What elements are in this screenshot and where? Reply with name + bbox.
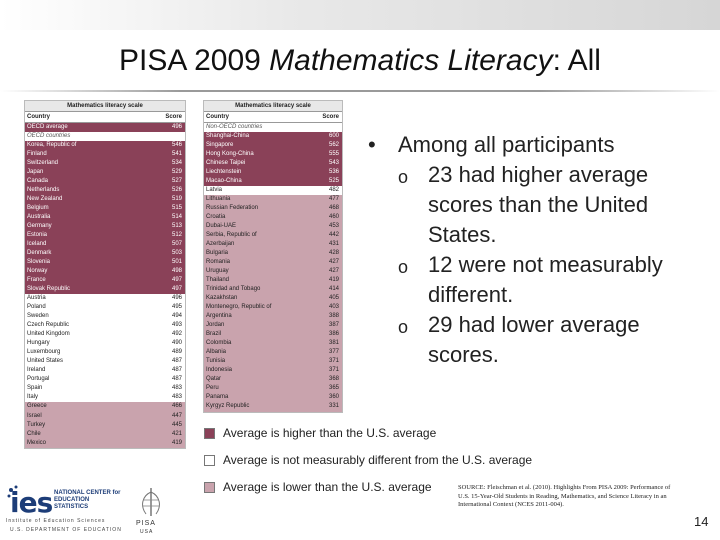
row-score: 600 — [328, 133, 339, 140]
row-country: Hong Kong-China — [206, 151, 254, 158]
table-row — [204, 321, 342, 330]
row-country: Slovenia — [27, 259, 51, 266]
row-score: 503 — [171, 250, 182, 257]
row-country: Mexico — [27, 439, 47, 446]
row-score: 541 — [171, 151, 182, 158]
circle-bullet-icon: o — [398, 257, 409, 277]
sub-bullet-text: 23 had higher average scores than the United States. — [428, 162, 649, 247]
pisa-emblem-icon — [134, 486, 168, 520]
row-score: 431 — [328, 241, 339, 248]
row-score: 477 — [328, 196, 339, 203]
row-country: Sweden — [27, 313, 49, 320]
row-country: Japan — [27, 169, 44, 176]
row-score: 331 — [328, 403, 339, 410]
row-score: 447 — [171, 412, 182, 419]
table-row — [204, 231, 342, 240]
row-score: 534 — [171, 160, 182, 167]
table-row — [204, 249, 342, 258]
row-country: Netherlands — [27, 187, 60, 194]
bullet-main — [364, 130, 684, 160]
row-score: 466 — [171, 403, 182, 410]
circle-bullet-icon: o — [398, 317, 409, 337]
table-row — [204, 213, 342, 222]
row-country: United Kingdom — [27, 331, 70, 338]
row-country: United States — [27, 358, 64, 365]
row-country: Peru — [206, 385, 219, 392]
table-header — [25, 112, 185, 123]
row-country: Ireland — [27, 367, 46, 374]
table-row — [204, 267, 342, 276]
row-country: Indonesia — [206, 367, 233, 374]
table-row — [25, 141, 185, 150]
legend-swatch-lower — [204, 482, 215, 493]
row-score: 377 — [328, 349, 339, 356]
table-row — [204, 240, 342, 249]
table-row — [25, 258, 185, 267]
row-country: Liechtenstein — [206, 169, 242, 176]
table-row — [25, 249, 185, 258]
legend-swatch-notdiff — [204, 455, 215, 466]
row-score: 496 — [171, 124, 182, 130]
pisa-usa: USA — [140, 529, 154, 535]
table-row — [25, 195, 185, 204]
row-score: 368 — [328, 376, 339, 383]
table-row — [204, 276, 342, 285]
row-score — [160, 132, 185, 141]
row-country: Qatar — [206, 376, 222, 383]
row-score: 386 — [328, 331, 339, 338]
table-row — [25, 412, 185, 421]
row-score: 487 — [171, 358, 182, 365]
row-score: 498 — [171, 268, 182, 275]
row-country: Israel — [27, 412, 42, 419]
table-row — [25, 150, 185, 159]
table-row — [25, 321, 185, 330]
legend-label-higher: Average is higher than the U.S. average — [223, 426, 437, 440]
row-country: Kyrgyz Republic — [206, 403, 250, 410]
row-score: 414 — [328, 286, 339, 293]
row-score: 513 — [171, 223, 182, 230]
row-score: 529 — [171, 169, 182, 176]
table-row — [25, 177, 185, 186]
table-row — [25, 240, 185, 249]
header-score: Score — [165, 114, 182, 120]
oecd-score-table — [24, 100, 186, 449]
row-score: 388 — [328, 313, 339, 320]
table-rows — [204, 123, 342, 412]
row-score: 489 — [171, 349, 182, 356]
row-country: Korea, Republic of — [27, 142, 77, 149]
table-row — [204, 384, 342, 393]
table-row — [25, 186, 185, 195]
row-score: 487 — [171, 376, 182, 383]
row-country: Germany — [27, 223, 52, 230]
ies-logo — [6, 484, 124, 534]
row-score: 483 — [171, 385, 182, 392]
table-row — [204, 222, 342, 231]
title-italic: Mathematics Literacy — [269, 44, 553, 77]
table-row — [204, 339, 342, 348]
row-country: Dubai-UAE — [206, 223, 237, 230]
row-score: 365 — [328, 385, 339, 392]
table-row — [204, 348, 342, 357]
table-row — [204, 402, 342, 411]
row-score: 497 — [171, 286, 182, 293]
table-row — [204, 393, 342, 402]
legend-label-notdiff: Average is not measurably different from the U.S. average — [223, 453, 533, 467]
row-score: 419 — [171, 439, 182, 446]
row-country: Macao-China — [206, 178, 242, 185]
table-row — [25, 402, 185, 411]
row-score: 427 — [328, 259, 339, 266]
pisa-logo — [134, 486, 168, 536]
table-row — [204, 312, 342, 321]
row-score: 421 — [171, 430, 182, 437]
slide-title — [0, 44, 720, 78]
row-country: Thailand — [206, 277, 230, 284]
row-score: 405 — [328, 295, 339, 302]
row-score: 381 — [328, 340, 339, 347]
row-country: Estonia — [27, 232, 48, 239]
table-row — [204, 285, 342, 294]
table-row — [25, 366, 185, 375]
row-country: Uruguay — [206, 268, 229, 275]
row-country: Czech Republic — [27, 322, 70, 329]
row-score: 555 — [328, 151, 339, 158]
row-country: Finland — [27, 151, 47, 158]
row-score: 527 — [171, 178, 182, 185]
row-country: Serbia, Republic of — [206, 232, 257, 239]
legend-label-lower: Average is lower than the U.S. average — [223, 480, 432, 494]
table-row — [204, 195, 342, 204]
page-number: 14 — [694, 514, 709, 529]
table-row — [25, 222, 185, 231]
table-row — [25, 339, 185, 348]
row-score: 387 — [328, 322, 339, 329]
row-score: 493 — [171, 322, 182, 329]
header-country: Country — [206, 114, 229, 120]
row-score: 371 — [328, 358, 339, 365]
row-score: 519 — [171, 196, 182, 203]
table-row — [25, 267, 185, 276]
table-row — [25, 123, 185, 132]
row-country: Slovak Republic — [27, 286, 71, 293]
table-row — [204, 150, 342, 159]
ies-nces-line1: NATIONAL CENTER for — [54, 490, 121, 496]
row-score: 495 — [171, 304, 182, 311]
table-row — [25, 430, 185, 439]
row-country: Brazil — [206, 331, 222, 338]
table-row — [25, 204, 185, 213]
table-header — [204, 112, 342, 123]
sub-bullet — [398, 310, 684, 370]
row-score: 360 — [328, 394, 339, 401]
row-score: 442 — [328, 232, 339, 239]
row-score: 512 — [171, 232, 182, 239]
legend-swatch-higher — [204, 428, 215, 439]
row-country: Singapore — [206, 142, 234, 149]
row-country: Denmark — [27, 250, 52, 257]
table-row — [25, 393, 185, 402]
row-score: 562 — [328, 142, 339, 149]
top-decorative-bar — [0, 0, 720, 30]
table-row — [204, 366, 342, 375]
table-row — [204, 303, 342, 312]
bullet-dot-icon: • — [368, 132, 376, 157]
header-country: Country — [27, 114, 50, 120]
table-row — [25, 330, 185, 339]
row-country: Norway — [27, 268, 48, 275]
table-row — [25, 132, 185, 141]
table-row — [25, 276, 185, 285]
row-score: 427 — [328, 268, 339, 275]
row-score: 490 — [171, 340, 182, 347]
row-score — [317, 123, 342, 132]
row-score: 371 — [328, 367, 339, 374]
table-row — [204, 258, 342, 267]
table-row — [25, 285, 185, 294]
table-row — [204, 141, 342, 150]
table-caption: Mathematics literacy scale — [204, 101, 342, 112]
row-score: 515 — [171, 205, 182, 212]
ies-doe-text: U.S. DEPARTMENT OF EDUCATION — [10, 527, 122, 533]
row-country: Croatia — [206, 214, 226, 221]
table-row — [25, 294, 185, 303]
row-country: OECD average — [27, 124, 68, 130]
table-row — [204, 168, 342, 177]
row-score: 492 — [171, 331, 182, 338]
table-caption: Mathematics literacy scale — [25, 101, 185, 112]
row-country: Chinese Taipei — [206, 160, 246, 167]
row-country: Australia — [27, 214, 51, 221]
row-score: 482 — [328, 187, 339, 194]
row-country: Lithuania — [206, 196, 231, 203]
row-country: Non-OECD countries — [206, 124, 263, 130]
row-country: Luxembourg — [27, 349, 61, 356]
source-citation: SOURCE: Fleischman et al. (2010). Highlights From PISA 2009: Performance of U.S. 15-Year-Old Students in Reading, Mathematics, and Science Literacy in an International Context (NCES 2011-004). — [458, 484, 671, 508]
row-country: Azerbaijan — [206, 241, 235, 248]
row-country: Latvia — [206, 187, 223, 194]
row-country: Jordan — [206, 322, 225, 329]
row-score: 460 — [328, 214, 339, 221]
legend-item-notdiff — [204, 453, 532, 467]
row-country: Italy — [27, 394, 39, 401]
row-score: 507 — [171, 241, 182, 248]
legend-item-higher — [204, 426, 532, 440]
title-suffix: : All — [552, 44, 601, 77]
row-score: 428 — [328, 250, 339, 257]
table-row — [25, 312, 185, 321]
row-score: 468 — [328, 205, 339, 212]
sub-bullet — [398, 160, 684, 250]
row-country: Canada — [27, 178, 49, 185]
table-row — [25, 231, 185, 240]
row-country: Albania — [206, 349, 227, 356]
row-country: Russian Federation — [206, 205, 259, 212]
table-row — [25, 375, 185, 384]
table-row — [25, 159, 185, 168]
ies-nces-line2: EDUCATION STATISTICS — [54, 497, 90, 510]
table-row — [25, 421, 185, 430]
row-country: Romania — [206, 259, 231, 266]
header-score: Score — [322, 114, 339, 120]
row-score: 514 — [171, 214, 182, 221]
row-country: Portugal — [27, 376, 50, 383]
title-prefix: PISA 2009 — [119, 44, 270, 77]
row-score: 543 — [328, 160, 339, 167]
table-row — [204, 186, 342, 195]
table-row — [25, 384, 185, 393]
row-score: 487 — [171, 367, 182, 374]
table-row — [25, 357, 185, 366]
row-score: 445 — [171, 421, 182, 428]
row-country: Greece — [27, 403, 47, 410]
bullet-main-text: Among all participants — [398, 132, 615, 157]
row-country: Iceland — [27, 241, 47, 248]
row-score: 403 — [328, 304, 339, 311]
row-country: New Zealand — [27, 196, 63, 203]
ies-nces-text — [54, 490, 124, 511]
table-row — [204, 375, 342, 384]
sub-bullets — [398, 160, 684, 370]
row-country: Hungary — [27, 340, 50, 347]
table-row — [204, 330, 342, 339]
table-row — [204, 123, 342, 132]
row-score: 536 — [328, 169, 339, 176]
row-country: Kazakhstan — [206, 295, 238, 302]
row-score: 494 — [171, 313, 182, 320]
table-row — [204, 357, 342, 366]
row-country: France — [27, 277, 46, 284]
bullet-list — [364, 130, 684, 370]
row-score: 497 — [171, 277, 182, 284]
row-country: OECD countries — [27, 133, 71, 140]
row-score: 526 — [171, 187, 182, 194]
row-country: Switzerland — [27, 160, 59, 167]
row-country: Tunisia — [206, 358, 226, 365]
sub-bullet — [398, 250, 684, 310]
table-row — [204, 132, 342, 141]
row-score: 496 — [171, 295, 182, 302]
row-score: 546 — [171, 142, 182, 149]
sub-bullet-text: 29 had lower average scores. — [428, 312, 640, 367]
table-row — [25, 168, 185, 177]
table-rows — [25, 123, 185, 448]
title-divider — [0, 90, 720, 92]
row-score: 501 — [171, 259, 182, 266]
sub-bullet-text: 12 were not measurably different. — [428, 252, 663, 307]
row-country: Shanghai-China — [206, 133, 250, 140]
non-oecd-score-table — [203, 100, 343, 413]
table-row — [25, 213, 185, 222]
row-country: Spain — [27, 385, 43, 392]
ies-institute-text: Institute of Education Sciences — [6, 518, 106, 524]
row-country: Poland — [27, 304, 46, 311]
row-country: Montenegro, Republic of — [206, 304, 272, 311]
ies-mark: ies — [10, 486, 53, 519]
table-row — [25, 303, 185, 312]
table-row — [25, 348, 185, 357]
table-row — [204, 294, 342, 303]
table-row — [204, 204, 342, 213]
row-score: 419 — [328, 277, 339, 284]
row-country: Chile — [27, 430, 41, 437]
table-row — [204, 159, 342, 168]
row-score: 453 — [328, 223, 339, 230]
row-country: Trinidad and Tobago — [206, 286, 261, 293]
row-country: Panama — [206, 394, 229, 401]
row-country: Austria — [27, 295, 46, 302]
row-score: 483 — [171, 394, 182, 401]
row-country: Colombia — [206, 340, 232, 347]
table-row — [204, 177, 342, 186]
circle-bullet-icon: o — [398, 167, 409, 187]
row-country: Argentina — [206, 313, 232, 320]
row-country: Bulgaria — [206, 250, 229, 257]
row-country: Belgium — [27, 205, 49, 212]
row-score: 525 — [328, 178, 339, 185]
row-country: Turkey — [27, 421, 46, 428]
table-row — [25, 439, 185, 448]
pisa-word: PISA — [136, 520, 156, 527]
